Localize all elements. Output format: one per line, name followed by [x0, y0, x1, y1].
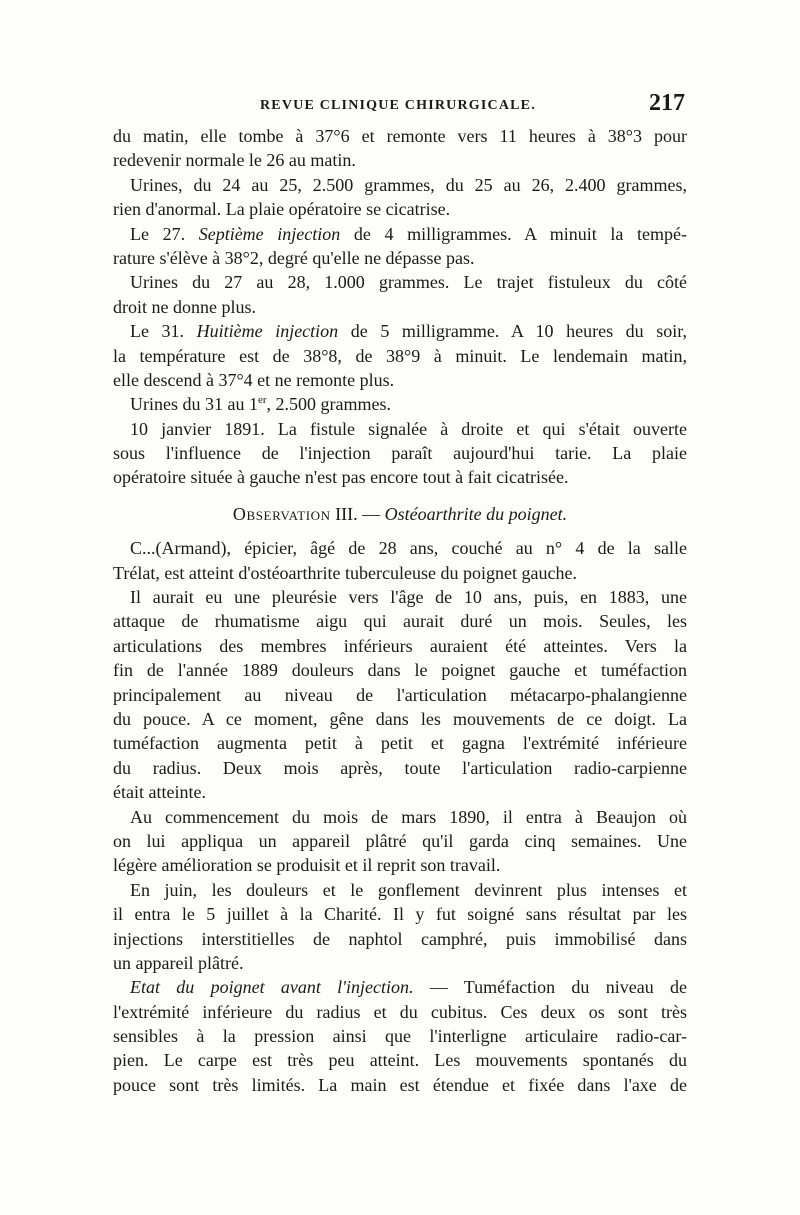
text-line — [113, 222, 687, 246]
text-line: pouce sont très limités. La main est étendue et fixée dans l'axe de — [113, 1074, 687, 1095]
text-line: tuméfaction augmenta petit à petit et gagna l'extrémité inférieure — [113, 733, 687, 754]
text-line: elle descend à 37°4 et ne remonte plus. — [113, 369, 395, 390]
running-title: REVUE CLINIQUE CHIRURGICALE. — [260, 98, 536, 113]
page-number: 217 — [649, 90, 685, 116]
text-fragment: — Tuméfaction du niveau de — [413, 977, 687, 998]
text-line: opératoire située à gauche n'est pas encore tout à fait cicatrisée. — [113, 467, 569, 488]
text-line: attaque de rhumatisme aigu qui aurait duré un mois. Seules, les — [113, 611, 687, 632]
text-line: redevenir normale le 26 au matin. — [113, 150, 356, 171]
text-fragment: de 5 milligramme. A 10 heures du soir, — [338, 321, 687, 342]
text-line: pien. Le carpe est très peu atteint. Les mouvements spontanés du — [113, 1050, 687, 1071]
text-line: était atteinte. — [113, 782, 206, 803]
text-line: on lui appliqua un appareil plâtré qu'il garda cinq semaines. Une — [113, 830, 687, 851]
section-heading — [113, 502, 687, 526]
text-line: rature s'élève à 38°2, degré qu'elle ne dépasse pas. — [113, 247, 475, 268]
text-fragment: , 2.500 grammes. — [266, 394, 392, 415]
text-line: du pouce. A ce moment, gêne dans les mouvements de ce doigt. La — [113, 708, 687, 729]
text-line: sous l'influence de l'injection paraît aujourd'hui tarie. La plaie — [113, 443, 687, 464]
text-line: Urines du 27 au 28, 1.000 grammes. Le trajet fistuleux du côté — [130, 272, 687, 293]
text-fragment: de 4 milligrammes. A minuit la tempé- — [340, 223, 687, 244]
text-line: un appareil plâtré. — [113, 952, 244, 973]
text-line — [113, 319, 687, 343]
text-line: injections interstitielles de naphtol camphré, puis immobilisé dans — [113, 928, 687, 949]
text-line: légère amélioration se produisit et il reprit son travail. — [113, 855, 501, 876]
text-line — [113, 392, 687, 416]
text-line: articulations des membres inférieurs auraient été atteintes. Vers la — [113, 635, 687, 656]
text-line: l'extrémité inférieure du radius et du cubitus. Ces deux os sont très — [113, 1001, 687, 1022]
italic-fragment: Septième injection — [198, 223, 341, 244]
text-line: la température est de 38°8, de 38°9 à minuit. Le lendemain matin, — [113, 345, 687, 366]
text-line: fin de l'année 1889 douleurs dans le poignet gauche et tuméfaction — [113, 660, 687, 681]
text-line: droit ne donne plus. — [113, 296, 256, 317]
text-line: Il aurait eu une pleurésie vers l'âge de 10 ans, puis, en 1883, une — [130, 587, 687, 608]
text-line: Au commencement du mois de mars 1890, il entra à Beaujon où — [130, 806, 687, 827]
text-line: du matin, elle tombe à 37°6 et remonte vers 11 heures à 38°3 pour — [113, 126, 687, 146]
text-line — [113, 975, 687, 999]
text-line: C...(Armand), épicier, âgé de 28 ans, couché au n° 4 de la salle — [130, 538, 687, 559]
text-line: rien d'anormal. La plaie opératoire se cicatrise. — [113, 199, 451, 220]
text-line: Urines, du 24 au 25, 2.500 grammes, du 25 au 26, 2.400 grammes, — [130, 174, 687, 195]
superscript: er — [257, 394, 267, 407]
text-fragment: Le 27. — [130, 223, 199, 244]
heading-number: III. — — [330, 503, 385, 524]
text-line: principalement au niveau de l'articulation métacarpo-phalangienne — [113, 684, 687, 705]
italic-fragment: Huitième injection — [196, 321, 339, 342]
text-line: Trélat, est atteint d'ostéoarthrite tuberculeuse du poignet gauche. — [113, 562, 577, 583]
text-line: sensibles à la pression ainsi que l'interligne articulaire radio-car- — [113, 1026, 687, 1047]
body-text — [113, 124, 687, 1097]
text-fragment: Le 31. — [130, 321, 197, 342]
heading-label: Observation — [232, 503, 331, 524]
text-line: En juin, les douleurs et le gonflement devinrent plus intenses et — [130, 879, 687, 900]
text-fragment: Urines du 31 au 1 — [130, 394, 258, 415]
italic-fragment: Etat du poignet avant l'injection. — [130, 977, 414, 998]
heading-title: Ostéoarthrite du poignet. — [384, 503, 568, 524]
text-line: il entra le 5 juillet à la Charité. Il y fut soigné sans résultat par les — [113, 904, 687, 925]
text-line: du radius. Deux mois après, toute l'articulation radio-carpienne — [113, 757, 687, 778]
page-header — [113, 90, 685, 120]
text-line: 10 janvier 1891. La fistule signalée à droite et qui s'était ouverte — [130, 418, 687, 439]
